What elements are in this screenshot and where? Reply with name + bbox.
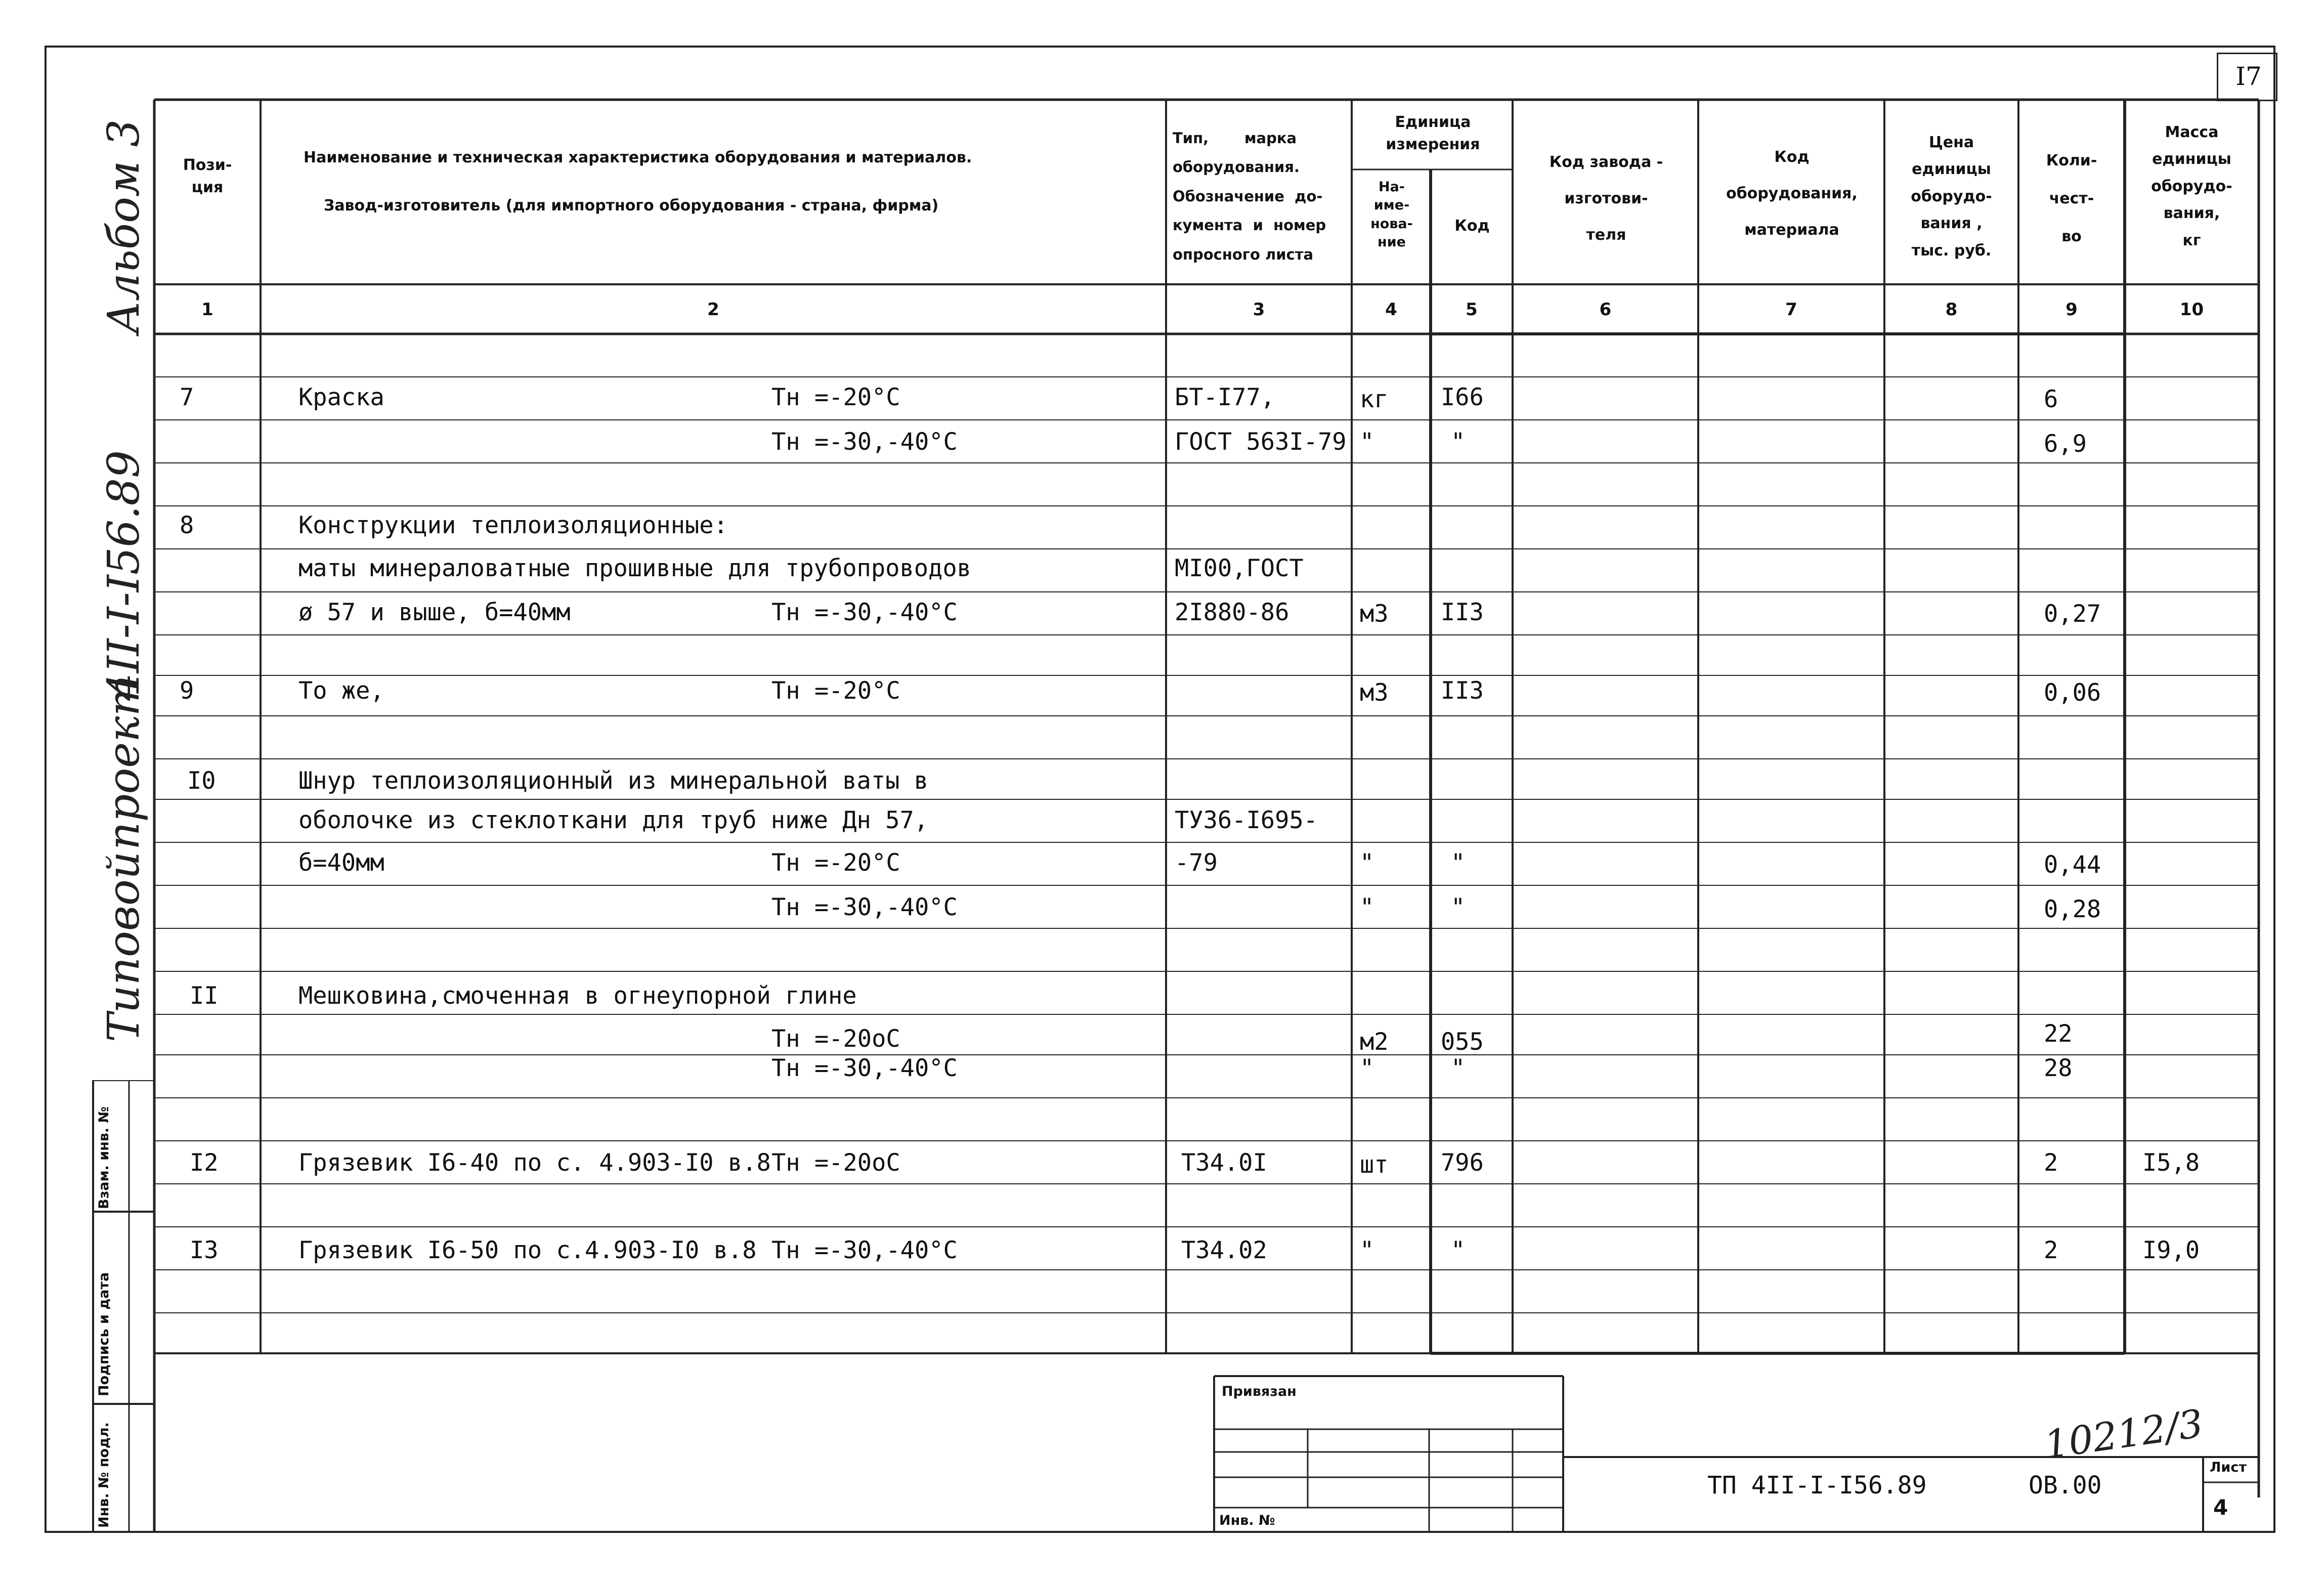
row-condition: Тн =-30,-40°С — [771, 1236, 958, 1264]
replaced-inv-label: Взам. инв. № — [96, 1106, 112, 1209]
col-number-10: 10 — [2179, 300, 2204, 320]
row-position: I0 — [187, 767, 216, 795]
row-condition: Тн =-30,-40°С — [771, 893, 958, 921]
project-word: проект — [99, 674, 149, 850]
sheet-number: 4 — [2213, 1495, 2228, 1520]
handwritten-number: 10212/3 — [2041, 1400, 2206, 1468]
col-number-3: 3 — [1253, 300, 1265, 320]
row-name: То же, — [298, 677, 384, 705]
privyazan-label: Привязан — [1222, 1384, 1297, 1399]
header-unit-code: Код — [1454, 217, 1490, 235]
header-mass: Масса единицы оборудо- вания, кг — [2151, 123, 2232, 249]
row-code: 796 — [1441, 1149, 1484, 1177]
row-unit: " — [1360, 849, 1374, 877]
row-name: Грязевик I6-50 по с.4.903-I0 в.8 — [298, 1236, 757, 1264]
row-unit: м3 — [1360, 679, 1389, 707]
original-inv-label: Инв. № подл. — [96, 1422, 112, 1528]
row-code: I66 — [1441, 383, 1484, 411]
row-condition: Тн =-20°С — [771, 677, 900, 705]
row-code: " — [1451, 1236, 1466, 1264]
header-price: Цена единицы оборудо- вания , тыс. руб. — [1911, 134, 1992, 260]
row-code: II3 — [1441, 677, 1484, 705]
row-unit: м3 — [1360, 600, 1389, 628]
row-condition: Тн =-20оС — [771, 1149, 900, 1177]
row-name: маты минераловатные прошивные для трубопроводов — [298, 554, 971, 582]
row-condition: Тн =-30,-40°С — [771, 598, 958, 626]
row-code: " — [1451, 1054, 1466, 1082]
row-quantity: 6 — [2044, 386, 2058, 413]
page-number: I7 — [2235, 62, 2262, 91]
row-condition: Тн =-20°С — [771, 383, 900, 411]
row-name: Конструкции теплоизоляционные: — [298, 511, 728, 539]
row-name: Краска — [298, 383, 384, 411]
inv-no-label: Инв. № — [1219, 1513, 1275, 1528]
row-code: " — [1451, 849, 1466, 877]
row-unit: кг — [1360, 386, 1389, 413]
row-type: ГОСТ 563I-79 — [1175, 428, 1347, 456]
sheet-label: Лист — [2210, 1460, 2247, 1475]
row-quantity: 2 — [2044, 1236, 2058, 1264]
header-unit: Единица измерения — [1386, 113, 1480, 153]
header-plant-code: Код завода - изготови- теля — [1549, 153, 1663, 244]
row-mass: I9,0 — [2142, 1236, 2200, 1264]
row-code: 055 — [1441, 1028, 1484, 1056]
header-type: Тип, марка оборудования. Обозначение до- кумента и номер опросного листа — [1173, 130, 1326, 263]
row-name: б=40мм — [298, 849, 384, 877]
row-type: -79 — [1175, 849, 1218, 877]
header-name-line1: Наименование и техническая характеристика оборудования и материалов. — [304, 149, 972, 166]
col-number-5: 5 — [1466, 300, 1478, 320]
header-unit-name: На- име- нова- ние — [1370, 179, 1413, 250]
row-unit: " — [1360, 428, 1374, 456]
col-number-2: 2 — [707, 300, 719, 320]
header-name-line2: Завод-изготовитель (для импортного оборудования - страна, фирма) — [324, 197, 939, 215]
row-name: Мешковина,смоченная в огнеупорной глине — [298, 982, 857, 1010]
row-quantity: 0,27 — [2044, 600, 2101, 628]
row-type: 2I880-86 — [1175, 598, 1289, 626]
project-code: 4II-I-I56.89 — [99, 450, 149, 701]
row-unit: " — [1360, 893, 1374, 921]
row-condition: Тн =-30,-40°С — [771, 428, 958, 456]
col-number-8: 8 — [1945, 300, 1958, 320]
row-quantity: 2 — [2044, 1149, 2058, 1177]
row-condition: Тн =-20°С — [771, 849, 900, 877]
row-code: " — [1451, 428, 1466, 456]
col-number-4: 4 — [1385, 300, 1397, 320]
row-position: I3 — [190, 1236, 219, 1264]
row-quantity: 0,44 — [2044, 851, 2101, 879]
row-type: MI00,ГОСТ — [1175, 554, 1304, 582]
row-position: 7 — [180, 383, 194, 411]
row-type: Т34.0I — [1181, 1149, 1267, 1177]
row-condition: Тн =-20оС — [771, 1025, 900, 1053]
row-quantity: 0,06 — [2044, 679, 2101, 707]
row-position: II — [190, 982, 219, 1010]
row-name: ø 57 и выше, б=40мм — [298, 598, 571, 626]
row-quantity: 22 — [2044, 1020, 2073, 1048]
row-code: " — [1451, 893, 1466, 921]
row-name: Шнур теплоизоляционный из минеральной ваты в — [298, 767, 929, 795]
header-equipment-code: Код оборудования, материала — [1726, 148, 1858, 239]
row-type: БТ-I77, — [1175, 383, 1275, 411]
row-name: оболочке из стеклоткани для труб ниже Дн 57, — [298, 806, 929, 834]
document-code: ТП 4II-I-I56.89 — [1707, 1471, 1927, 1500]
album-label: Альбом 3 — [99, 119, 149, 334]
row-type: Т34.02 — [1181, 1236, 1267, 1264]
col-number-6: 6 — [1599, 300, 1612, 320]
section-code: ОВ.00 — [2029, 1471, 2102, 1500]
row-position: 9 — [180, 677, 194, 705]
row-unit: м2 — [1360, 1028, 1389, 1056]
row-position: 8 — [180, 511, 194, 539]
row-unit: " — [1360, 1054, 1374, 1082]
row-unit: " — [1360, 1236, 1374, 1264]
row-type: ТУ36-I695- — [1175, 806, 1318, 834]
header-position: Пози- ция — [183, 156, 232, 196]
header-quantity: Коли- чест- во — [2046, 152, 2097, 245]
project-type: Типовой — [99, 851, 149, 1042]
signature-date-label: Подпись и дата — [96, 1272, 112, 1396]
col-number-7: 7 — [1785, 300, 1797, 320]
col-number-1: 1 — [201, 300, 213, 320]
row-position: I2 — [190, 1149, 219, 1177]
row-unit: шт — [1360, 1151, 1389, 1179]
row-condition: Тн =-30,-40°С — [771, 1054, 958, 1082]
row-quantity: 28 — [2044, 1054, 2073, 1082]
row-mass: I5,8 — [2142, 1149, 2200, 1177]
row-quantity: 0,28 — [2044, 895, 2101, 923]
row-name: Грязевик I6-40 по с. 4.903-I0 в.8 — [298, 1149, 771, 1177]
col-number-9: 9 — [2065, 300, 2078, 320]
row-code: II3 — [1441, 598, 1484, 626]
row-quantity: 6,9 — [2044, 430, 2087, 458]
